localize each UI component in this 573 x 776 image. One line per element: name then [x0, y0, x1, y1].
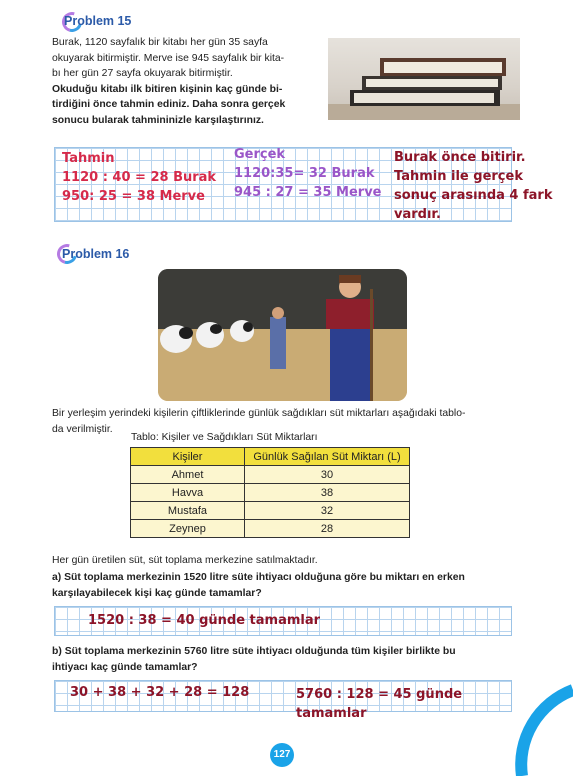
answer-b-result — [296, 685, 462, 723]
problem-15-text — [52, 35, 327, 128]
farm-photo — [158, 269, 407, 401]
table-cell: Mustafa — [131, 502, 245, 520]
conclusion-line: Tahmin ile gerçek — [394, 169, 523, 184]
text-line: bı her gün 27 sayfa okuyarak bitirmiştir. — [52, 68, 233, 79]
tahmin-heading: Tahmin — [62, 151, 115, 166]
farm-illustration — [158, 269, 407, 401]
table-header-cell: Günlük Sağılan Süt Miktarı (L) — [245, 448, 410, 466]
table-header-cell: Kişiler — [131, 448, 245, 466]
table-row — [131, 502, 410, 520]
statement-text: Her gün üretilen süt, süt toplama merkezine satılmaktadır. — [52, 555, 318, 566]
answer-a: 1520 : 38 = 40 günde tamamlar — [88, 613, 321, 628]
intro-line: Bir yerleşim yerindeki kişilerin çiftliklerinde günlük sağdıkları süt miktarları aşağıdaki tablo- — [52, 408, 466, 419]
gercek-block — [234, 145, 382, 202]
table-caption: Tablo: Kişiler ve Sağdıkları Süt Miktarları — [131, 432, 318, 443]
gercek-line: 945 : 27 = 35 Merve — [234, 185, 382, 200]
milk-table — [130, 447, 410, 538]
question-line: b) Süt toplama merkezinin 5760 litre süte ihtiyacı olduğunda tüm kişiler birlikte bu — [52, 646, 456, 657]
intro-line: da verilmiştir. — [52, 423, 113, 435]
answer-b-sum: 30 + 38 + 32 + 28 = 128 — [70, 685, 250, 700]
table-cell: 32 — [245, 502, 410, 520]
gercek-line: 1120:35= 32 Burak — [234, 166, 375, 181]
question-line: tirdiğini önce tahmin ediniz. Daha sonra gerçek — [52, 99, 286, 110]
table-header-row — [131, 448, 410, 466]
text-line: okuyarak bitirmiştir. Merve ise 945 sayfalık bir kita- — [52, 52, 285, 64]
problem-16-title: Problem 16 — [62, 247, 130, 261]
table-row — [131, 520, 410, 538]
table-row — [131, 484, 410, 502]
question-line: sonucu bularak tahmininizle karşılaştırınız. — [52, 114, 264, 126]
answer-line: tamamlar — [296, 706, 367, 721]
page-number-badge: 127 — [270, 743, 294, 767]
conclusion-block — [394, 148, 552, 224]
table-cell: 28 — [245, 520, 410, 538]
conclusion-line: sonuç arasında 4 fark — [394, 188, 553, 203]
table-cell: 30 — [245, 466, 410, 484]
corner-arc-decoration — [500, 680, 573, 776]
tahmin-block — [62, 149, 216, 206]
question-line: ihtiyacı kaç günde tamamlar? — [52, 661, 198, 673]
question-b — [52, 644, 532, 675]
conclusion-line: vardır. — [394, 207, 441, 222]
tahmin-line: 1120 : 40 = 28 Burak — [62, 170, 217, 185]
table-cell: 38 — [245, 484, 410, 502]
gercek-heading: Gerçek — [234, 147, 286, 162]
table-cell: Ahmet — [131, 466, 245, 484]
question-line: a) Süt toplama merkezinin 1520 litre süte ihtiyacı olduğuna göre bu miktarı en erken — [52, 572, 465, 583]
table-row — [131, 466, 410, 484]
text-line: Burak, 1120 sayfalık bir kitabı her gün 35 sayfa — [52, 37, 268, 48]
problem-15-title: Problem 15 — [64, 14, 132, 28]
answer-line: 5760 : 128 = 45 günde — [296, 687, 463, 702]
conclusion-line: Burak önce bitirir. — [394, 150, 526, 165]
question-a — [52, 570, 532, 601]
books-photo — [328, 38, 520, 120]
table-cell: Havva — [131, 484, 245, 502]
table-cell: Zeynep — [131, 520, 245, 538]
question-line: karşılayabilecek kişi kaç günde tamamlar? — [52, 587, 262, 599]
books-illustration — [328, 38, 520, 120]
tahmin-line: 950: 25 = 38 Merve — [62, 189, 205, 204]
question-line: Okuduğu kitabı ilk bitiren kişinin kaç günde bi- — [52, 83, 283, 95]
